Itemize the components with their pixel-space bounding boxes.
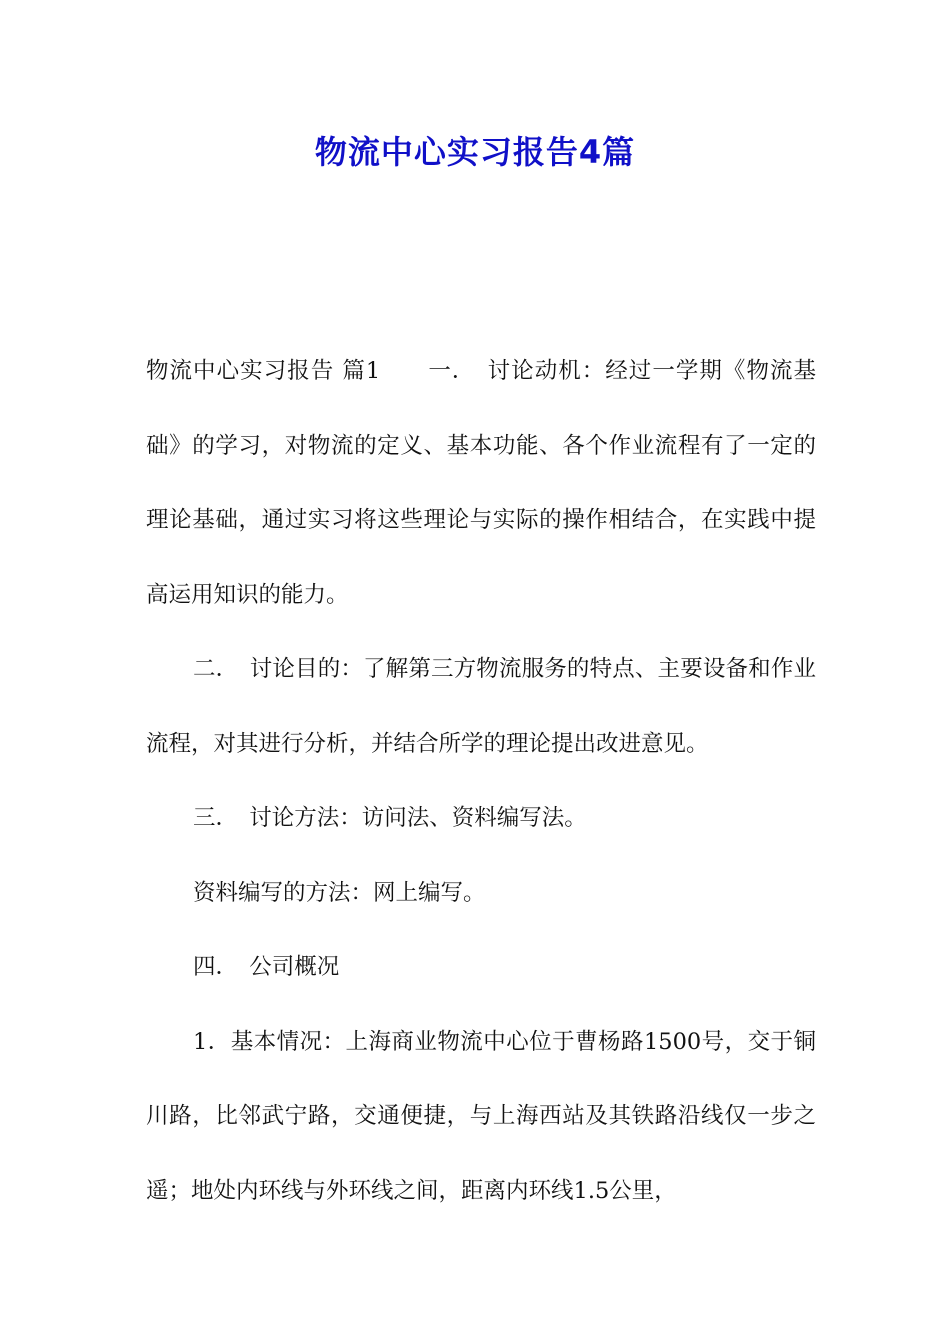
document-body	[146, 334, 816, 1228]
paragraph-purpose: 二． 讨论目的：了解第三方物流服务的特点、主要设备和作业流程，对其进行分析，并结合所学的理论提出改进意见。	[146, 656, 816, 757]
paragraph-motivation: 物流中心实习报告 篇1 一． 讨论动机：经过一学期《物流基础》的学习，对物流的定义、基本功能、各个作业流程有了一定的理论基础，通过实习将这些理论与实际的操作相结合，在实践中提高运用知识的能力。	[146, 358, 816, 608]
paragraph-company-overview-heading: 四． 公司概况	[193, 954, 340, 980]
paragraph-method: 三． 讨论方法：访问法、资料编写法。	[193, 805, 587, 831]
document-title: 物流中心实习报告4篇	[314, 133, 636, 171]
paragraph-basic-info: 1．基本情况：上海商业物流中心位于曹杨路1500号，交于铜川路，比邻武宁路，交通便捷，与上海西站及其铁路沿线仅一步之遥；地处内环线与外环线之间，距离内环线1.5公里，	[146, 1028, 816, 1204]
paragraph-compile-method: 资料编写的方法：网上编写。	[193, 879, 486, 906]
